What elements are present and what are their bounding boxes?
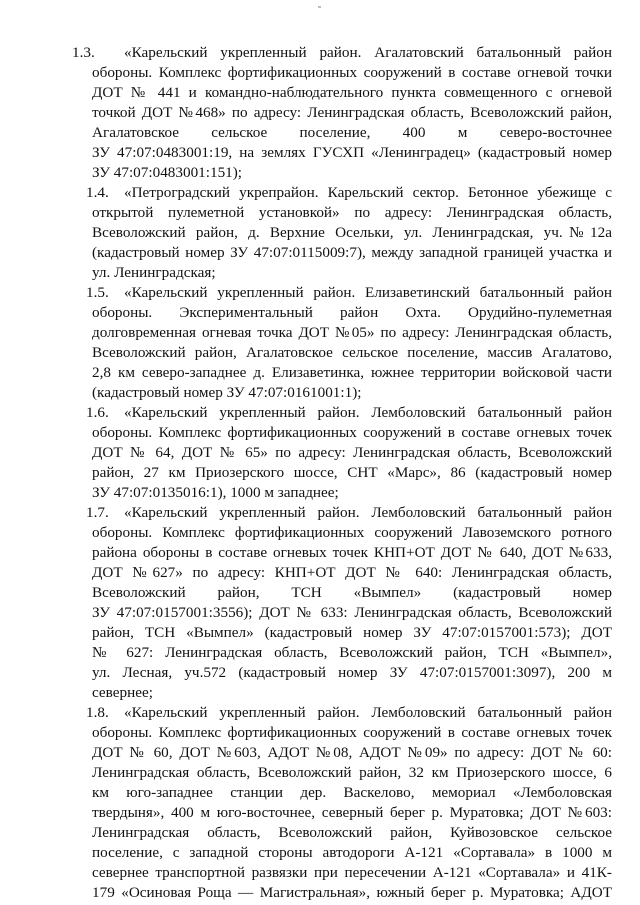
item-text-line: (кадастровый номер ЗУ 47:07:0115009:7), между западной границей участка и — [92, 244, 612, 261]
item-text-line: ЗУ 47:07:0157001:3556); ДОТ № 633: Ленинградская область, Всеволожский — [92, 604, 612, 621]
item-text-line: район, 27 км Приозерского шоссе, СНТ «Марс», 86 (кадастровый номер — [92, 464, 612, 481]
item-text-line: ЗУ 47:07:0135016:1), 1000 м западнее; — [92, 484, 339, 501]
item-text-line: севернее транспортной развязки при пересечении А-121 «Сортавала» и 41К- — [92, 864, 612, 881]
item-text-line: 179 «Осиновая Роща — Магистральная», южный берег р. Муратовка; АДОТ — [92, 884, 612, 901]
item-text-line: обороны. Комплекс фортификационных сооружений Лавоземского ротного — [92, 524, 612, 541]
item-text-line: ЗУ 47:07:0483001:151); — [92, 164, 243, 181]
item-text-line: обороны. Комплекс фортификационных сооружений в составе огневых точек — [92, 724, 612, 741]
item-text-line: точкой ДОТ №468» по адресу: Ленинградская область, Всеволожский район, — [92, 104, 612, 121]
item-text-line: км юго-западнее станции дер. Васкелово, мемориал «Лемболовская — [92, 784, 612, 801]
item-text-line: поселение, с западной стороны автодороги А-121 «Сортавала» в 1000 м — [92, 844, 612, 861]
item-number: 1.6. — [86, 404, 109, 421]
item-text-line: севернее; — [92, 684, 153, 701]
item-text-line: обороны. Экспериментальный район Охта. Орудийно-пулеметная — [92, 304, 612, 321]
item-text-line: «Карельский укрепленный район. Лемболовский батальонный район — [124, 704, 612, 721]
item-text-line: района обороны в составе огневых точек КНП+ОТ ДОТ № 640, ДОТ №633, — [92, 544, 612, 561]
item-number: 1.7. — [86, 504, 109, 521]
item-text-line: долговременная огневая точка ДОТ №05» по адресу: Ленинградская область, — [92, 324, 612, 341]
item-text-line: Ленинградская область, Всеволожский район, Куйвозовское сельское — [92, 824, 612, 841]
item-text-line: (кадастровый номер ЗУ 47:07:0161001:1); — [92, 384, 362, 401]
item-number: 1.3. — [72, 44, 95, 61]
item-text-line: «Карельский укрепленный район. Агалатовский батальонный район — [124, 44, 612, 61]
item-text-line: ДОТ №627» по адресу: КНП+ОТ ДОТ № 640: Ленинградская область, — [92, 564, 612, 581]
item-text-line: твердыня», 400 м юго-восточнее, северный берег р. Муратовка; ДОТ №603: — [92, 804, 612, 821]
item-text-line: Всеволожский район, Агалатовское сельское поселение, массив Агалатово, — [92, 344, 612, 361]
scan-artifact-dot — [318, 6, 321, 8]
item-text-line: 2,8 км северо-западнее д. Елизаветинка, южнее территории войсковой части — [92, 364, 612, 381]
item-text-line: ул. Лесная, уч.572 (кадастровый номер ЗУ 47:07:0157001:3097), 200 м — [92, 664, 612, 681]
item-text-line: Ленинградская область, Всеволожский район, 32 км Приозерского шоссе, 6 — [92, 764, 612, 781]
item-text-line: «Карельский укрепленный район. Лемболовский батальонный район — [124, 404, 612, 421]
item-text-line: Всеволожский район, д. Верхние Осельки, ул. Ленинградская, уч.№12а — [92, 224, 612, 241]
item-text-line: обороны. Комплекс фортификационных сооружений в составе огневой точки — [92, 64, 612, 81]
item-text-line: обороны. Комплекс фортификационных сооружений в составе огневых точек — [92, 424, 612, 441]
item-text-line: ЗУ 47:07:0483001:19, на землях ГУСХП «Ленинградец» (кадастровый номер — [92, 144, 612, 161]
item-number: 1.8. — [86, 704, 109, 721]
item-text-line: Агалатовское сельское поселение, 400 м северо-восточнее — [92, 124, 612, 141]
item-text-line: Всеволожский район, ТСН «Вымпел» (кадастровый номер — [92, 584, 612, 601]
item-text-line: «Петроградский укрепрайон. Карельский сектор. Бетонное убежище с — [124, 184, 612, 201]
item-number: 1.5. — [86, 284, 109, 301]
item-text-line: ул. Ленинградская; — [92, 264, 216, 281]
item-text-line: ДОТ № 60, ДОТ №603, АДОТ №08, АДОТ №09» по адресу: ДОТ № 60: — [92, 744, 612, 761]
item-text-line: «Карельский укрепленный район. Елизаветинский батальонный район — [124, 284, 612, 301]
item-text-line: № 627: Ленинградская область, Всеволожский район, ТСН «Вымпел», — [92, 644, 612, 661]
item-text-line: район, ТСН «Вымпел» (кадастровый номер ЗУ 47:07:0157001:573); ДОТ — [92, 624, 612, 641]
item-text-line: открытой пулеметной установкой» по адресу: Ленинградская область, — [92, 204, 612, 221]
item-text-line: ДОТ № 441 и командно-наблюдательного пункта совмещенного с огневой — [92, 84, 612, 101]
item-text-line: ДОТ № 64, ДОТ № 65» по адресу: Ленинградская область, Всеволожский — [92, 444, 612, 461]
item-number: 1.4. — [86, 184, 109, 201]
item-text-line: «Карельский укрепленный район. Лемболовский батальонный район — [124, 504, 612, 521]
